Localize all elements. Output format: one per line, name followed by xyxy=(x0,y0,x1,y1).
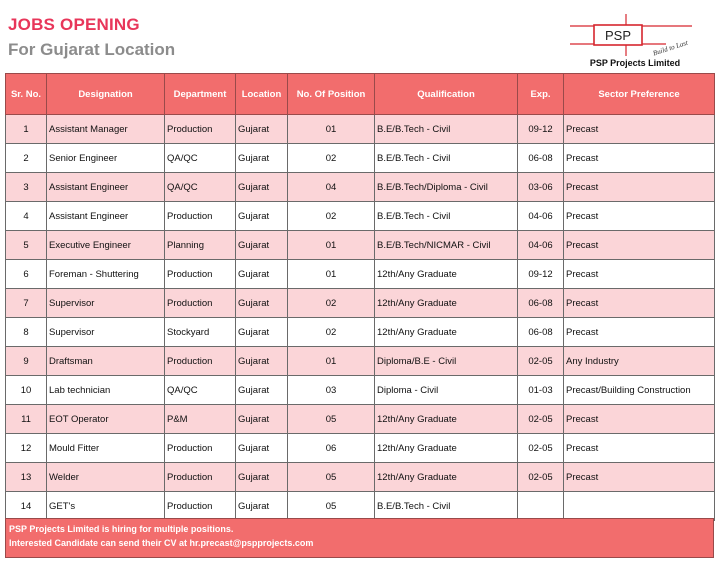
cell-positions: 02 xyxy=(288,144,375,173)
cell-department: P&M xyxy=(165,405,236,434)
cell-qualification: Diploma - Civil xyxy=(375,376,518,405)
cell-location: Gujarat xyxy=(236,405,288,434)
cell-sector: Precast xyxy=(564,144,715,173)
cell-experience: 03-06 xyxy=(518,173,564,202)
cell-department: Production xyxy=(165,492,236,521)
cell-designation: Assistant Manager xyxy=(47,115,165,144)
cell-designation: Welder xyxy=(47,463,165,492)
table-row xyxy=(6,144,715,173)
cell-positions: 01 xyxy=(288,260,375,289)
cell-location: Gujarat xyxy=(236,434,288,463)
cell-designation: Executive Engineer xyxy=(47,231,165,260)
cell-qualification: B.E/B.Tech/NICMAR - Civil xyxy=(375,231,518,260)
cell-department: QA/QC xyxy=(165,376,236,405)
cell-experience: 02-05 xyxy=(518,405,564,434)
cell-location: Gujarat xyxy=(236,202,288,231)
table-row xyxy=(6,202,715,231)
cell-sr-no: 8 xyxy=(6,318,47,347)
table-row xyxy=(6,347,715,376)
cell-experience: 04-06 xyxy=(518,202,564,231)
column-header: Exp. xyxy=(518,74,564,115)
cell-qualification: Diploma/B.E - Civil xyxy=(375,347,518,376)
footer-line-hiring: PSP Projects Limited is hiring for multiple positions. xyxy=(9,524,234,534)
table-row xyxy=(6,260,715,289)
cell-sector: Precast xyxy=(564,463,715,492)
cell-department: Production xyxy=(165,434,236,463)
cell-sr-no: 3 xyxy=(6,173,47,202)
cell-positions: 03 xyxy=(288,376,375,405)
cell-experience: 02-05 xyxy=(518,347,564,376)
cell-sector: Precast xyxy=(564,318,715,347)
cell-qualification: 12th/Any Graduate xyxy=(375,318,518,347)
logo-tagline: Build to Last xyxy=(651,38,689,58)
cell-sr-no: 11 xyxy=(6,405,47,434)
table-row xyxy=(6,115,715,144)
cell-designation: Mould Fitter xyxy=(47,434,165,463)
cell-experience: 04-06 xyxy=(518,231,564,260)
cell-designation: Lab technician xyxy=(47,376,165,405)
cell-sector: Precast xyxy=(564,173,715,202)
cell-department: Production xyxy=(165,260,236,289)
cell-positions: 06 xyxy=(288,434,375,463)
cell-qualification: B.E/B.Tech/Diploma - Civil xyxy=(375,173,518,202)
cell-designation: Senior Engineer xyxy=(47,144,165,173)
cell-department: Production xyxy=(165,289,236,318)
cell-location: Gujarat xyxy=(236,231,288,260)
cell-qualification: B.E/B.Tech - Civil xyxy=(375,115,518,144)
cell-department: Stockyard xyxy=(165,318,236,347)
table-row xyxy=(6,434,715,463)
cell-designation: Assistant Engineer xyxy=(47,173,165,202)
cell-sector xyxy=(564,492,715,521)
cell-sr-no: 2 xyxy=(6,144,47,173)
cell-positions: 01 xyxy=(288,115,375,144)
cell-positions: 04 xyxy=(288,173,375,202)
cell-positions: 02 xyxy=(288,318,375,347)
logo-company-name: PSP Projects Limited xyxy=(589,58,681,68)
cell-positions: 01 xyxy=(288,231,375,260)
column-header: Sector Preference xyxy=(564,74,715,115)
cell-location: Gujarat xyxy=(236,492,288,521)
table-header-row xyxy=(6,74,715,115)
column-header: Qualification xyxy=(375,74,518,115)
table-row xyxy=(6,376,715,405)
cell-location: Gujarat xyxy=(236,115,288,144)
column-header: Designation xyxy=(47,74,165,115)
table-row xyxy=(6,492,715,521)
cell-qualification: 12th/Any Graduate xyxy=(375,289,518,318)
cell-sector: Any Industry xyxy=(564,347,715,376)
cell-positions: 01 xyxy=(288,347,375,376)
cell-qualification: 12th/Any Graduate xyxy=(375,434,518,463)
column-header: Sr. No. xyxy=(6,74,47,115)
cell-location: Gujarat xyxy=(236,463,288,492)
cell-experience: 06-08 xyxy=(518,318,564,347)
cell-department: Production xyxy=(165,463,236,492)
page-title: JOBS OPENING xyxy=(8,15,140,34)
footer-banner xyxy=(5,518,714,558)
cell-positions: 02 xyxy=(288,289,375,318)
cell-qualification: 12th/Any Graduate xyxy=(375,405,518,434)
column-header: Department xyxy=(165,74,236,115)
cell-location: Gujarat xyxy=(236,347,288,376)
cell-designation: Supervisor xyxy=(47,289,165,318)
cell-department: Production xyxy=(165,202,236,231)
cell-designation: GET's xyxy=(47,492,165,521)
cell-department: Planning xyxy=(165,231,236,260)
cell-sr-no: 9 xyxy=(6,347,47,376)
column-header: Location xyxy=(236,74,288,115)
cell-qualification: B.E/B.Tech - Civil xyxy=(375,202,518,231)
cell-experience: 09-12 xyxy=(518,115,564,144)
cell-department: QA/QC xyxy=(165,173,236,202)
cell-designation: EOT Operator xyxy=(47,405,165,434)
cell-sr-no: 4 xyxy=(6,202,47,231)
cell-experience: 02-05 xyxy=(518,463,564,492)
cell-sector: Precast xyxy=(564,289,715,318)
cell-location: Gujarat xyxy=(236,173,288,202)
cell-designation: Assistant Engineer xyxy=(47,202,165,231)
cell-positions: 05 xyxy=(288,492,375,521)
footer-line-contact: Interested Candidate can send their CV at hr.precast@pspprojects.com xyxy=(9,538,314,548)
cell-experience: 01-03 xyxy=(518,376,564,405)
cell-sr-no: 13 xyxy=(6,463,47,492)
cell-experience: 06-08 xyxy=(518,144,564,173)
table-row xyxy=(6,405,715,434)
cell-sector: Precast xyxy=(564,115,715,144)
cell-department: Production xyxy=(165,347,236,376)
cell-experience: 06-08 xyxy=(518,289,564,318)
cell-department: Production xyxy=(165,115,236,144)
cell-experience xyxy=(518,492,564,521)
cell-sector: Precast xyxy=(564,260,715,289)
table-row xyxy=(6,231,715,260)
cell-sr-no: 10 xyxy=(6,376,47,405)
cell-location: Gujarat xyxy=(236,289,288,318)
cell-sector: Precast xyxy=(564,405,715,434)
cell-sr-no: 7 xyxy=(6,289,47,318)
cell-experience: 09-12 xyxy=(518,260,564,289)
page-subtitle: For Gujarat Location xyxy=(8,40,176,59)
cell-qualification: B.E/B.Tech - Civil xyxy=(375,492,518,521)
cell-qualification: B.E/B.Tech - Civil xyxy=(375,144,518,173)
cell-qualification: 12th/Any Graduate xyxy=(375,260,518,289)
cell-location: Gujarat xyxy=(236,318,288,347)
cell-sr-no: 5 xyxy=(6,231,47,260)
cell-location: Gujarat xyxy=(236,376,288,405)
logo-brand-text: PSP xyxy=(604,28,632,43)
cell-positions: 02 xyxy=(288,202,375,231)
table-row xyxy=(6,289,715,318)
cell-sector: Precast xyxy=(564,434,715,463)
cell-designation: Draftsman xyxy=(47,347,165,376)
cell-qualification: 12th/Any Graduate xyxy=(375,463,518,492)
cell-location: Gujarat xyxy=(236,260,288,289)
cell-sector: Precast xyxy=(564,231,715,260)
cell-sr-no: 1 xyxy=(6,115,47,144)
table-row xyxy=(6,463,715,492)
cell-positions: 05 xyxy=(288,405,375,434)
cell-sr-no: 6 xyxy=(6,260,47,289)
cell-experience: 02-05 xyxy=(518,434,564,463)
cell-sr-no: 12 xyxy=(6,434,47,463)
cell-sr-no: 14 xyxy=(6,492,47,521)
cell-department: QA/QC xyxy=(165,144,236,173)
column-header: No. Of Position xyxy=(288,74,375,115)
cell-sector: Precast xyxy=(564,202,715,231)
cell-designation: Foreman - Shuttering xyxy=(47,260,165,289)
cell-positions: 05 xyxy=(288,463,375,492)
table-row xyxy=(6,173,715,202)
cell-designation: Supervisor xyxy=(47,318,165,347)
jobs-table xyxy=(5,73,715,521)
cell-location: Gujarat xyxy=(236,144,288,173)
table-row xyxy=(6,318,715,347)
cell-sector: Precast/Building Construction xyxy=(564,376,715,405)
